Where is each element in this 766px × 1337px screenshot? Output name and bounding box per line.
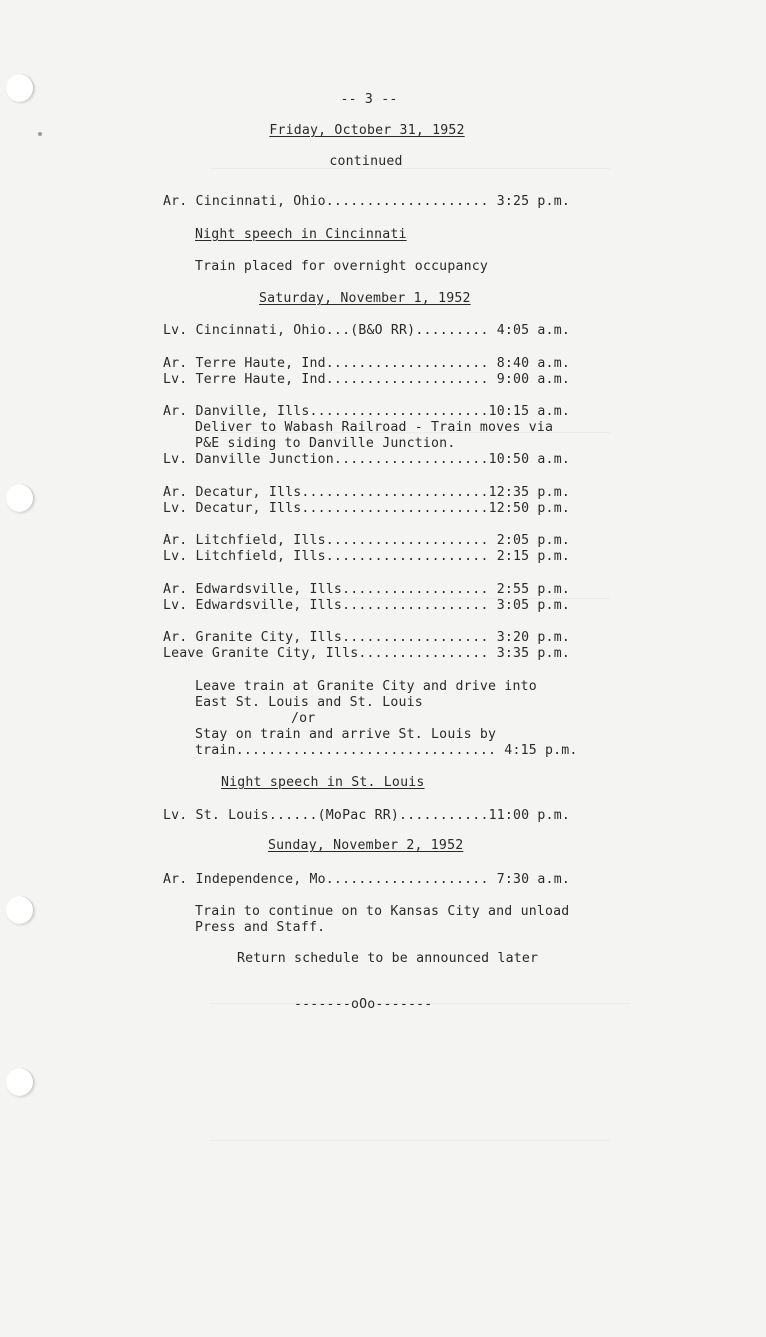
bleed-through-line xyxy=(210,1140,610,1141)
stay-on-train-note-2: train................................ 4:15 p.m. xyxy=(195,743,578,758)
ink-speck xyxy=(38,132,42,136)
continued-label: continued xyxy=(329,154,403,169)
leave-granite-city-line: Leave Granite City, Ills................ 3:35 p.m. xyxy=(163,646,570,661)
page-number: -- 3 -- xyxy=(340,92,398,107)
saturday-heading: Saturday, November 1, 1952 xyxy=(259,291,471,306)
lv-terre-haute-line: Lv. Terre Haute, Ind.................... 9:00 a.m. xyxy=(163,372,570,387)
bleed-through-line xyxy=(210,168,610,169)
lv-danville-line: Lv. Danville Junction...................10:50 a.m. xyxy=(163,452,570,467)
leave-train-note-2: East St. Louis and St. Louis xyxy=(195,695,423,710)
ar-granite-city-line: Ar. Granite City, Ills.................. 3:20 p.m. xyxy=(163,630,570,645)
ar-danville-line: Ar. Danville, Ills......................10:15 a.m. xyxy=(163,404,570,419)
ar-cincinnati-line: Ar. Cincinnati, Ohio.................... 3:25 p.m. xyxy=(163,194,570,209)
ar-decatur-line: Ar. Decatur, Ills.......................12:35 p.m. xyxy=(163,485,570,500)
ar-terre-haute-line: Ar. Terre Haute, Ind.................... 8:40 a.m. xyxy=(163,356,570,371)
lv-cincinnati-line: Lv. Cincinnati, Ohio...(B&O RR)......... 4:05 a.m. xyxy=(163,323,570,338)
ar-edwardsville-line: Ar. Edwardsville, Ills.................. 2:55 p.m. xyxy=(163,582,570,597)
continue-note-2: Press and Staff. xyxy=(195,920,326,935)
lv-st-louis-line: Lv. St. Louis......(MoPac RR)...........11:00 p.m. xyxy=(163,808,570,823)
end-mark: -------oOo------- xyxy=(294,997,433,1012)
or-label: /or xyxy=(291,711,316,726)
lv-edwardsville-line: Lv. Edwardsville, Ills.................. 3:05 p.m. xyxy=(163,598,570,613)
lv-litchfield-line: Lv. Litchfield, Ills.................... 2:15 p.m. xyxy=(163,549,570,564)
punch-hole-top xyxy=(6,74,34,102)
leave-train-note-1: Leave train at Granite City and drive into xyxy=(195,679,537,694)
night-speech-st-louis: Night speech in St. Louis xyxy=(221,775,425,790)
deliver-note-1: Deliver to Wabash Railroad - Train moves via xyxy=(195,420,554,435)
ar-litchfield-line: Ar. Litchfield, Ills.................... 2:05 p.m. xyxy=(163,533,570,548)
sunday-heading: Sunday, November 2, 1952 xyxy=(268,838,464,853)
punch-hole-bottom xyxy=(6,1068,34,1096)
punch-hole-upper-middle xyxy=(6,484,34,512)
friday-heading: Friday, October 31, 1952 xyxy=(269,123,465,138)
train-placed-note: Train placed for overnight occupancy xyxy=(195,259,489,274)
ar-independence-line: Ar. Independence, Mo.................... 7:30 a.m. xyxy=(163,872,570,887)
punch-hole-lower-middle xyxy=(6,896,34,924)
deliver-note-2: P&E siding to Danville Junction. xyxy=(195,436,456,451)
night-speech-cincinnati: Night speech in Cincinnati xyxy=(195,227,407,242)
stay-on-train-note-1: Stay on train and arrive St. Louis by xyxy=(195,727,497,742)
continue-note-1: Train to continue on to Kansas City and unload xyxy=(195,904,570,919)
lv-decatur-line: Lv. Decatur, Ills.......................12:50 p.m. xyxy=(163,501,570,516)
return-schedule-note: Return schedule to be announced later xyxy=(237,951,539,966)
